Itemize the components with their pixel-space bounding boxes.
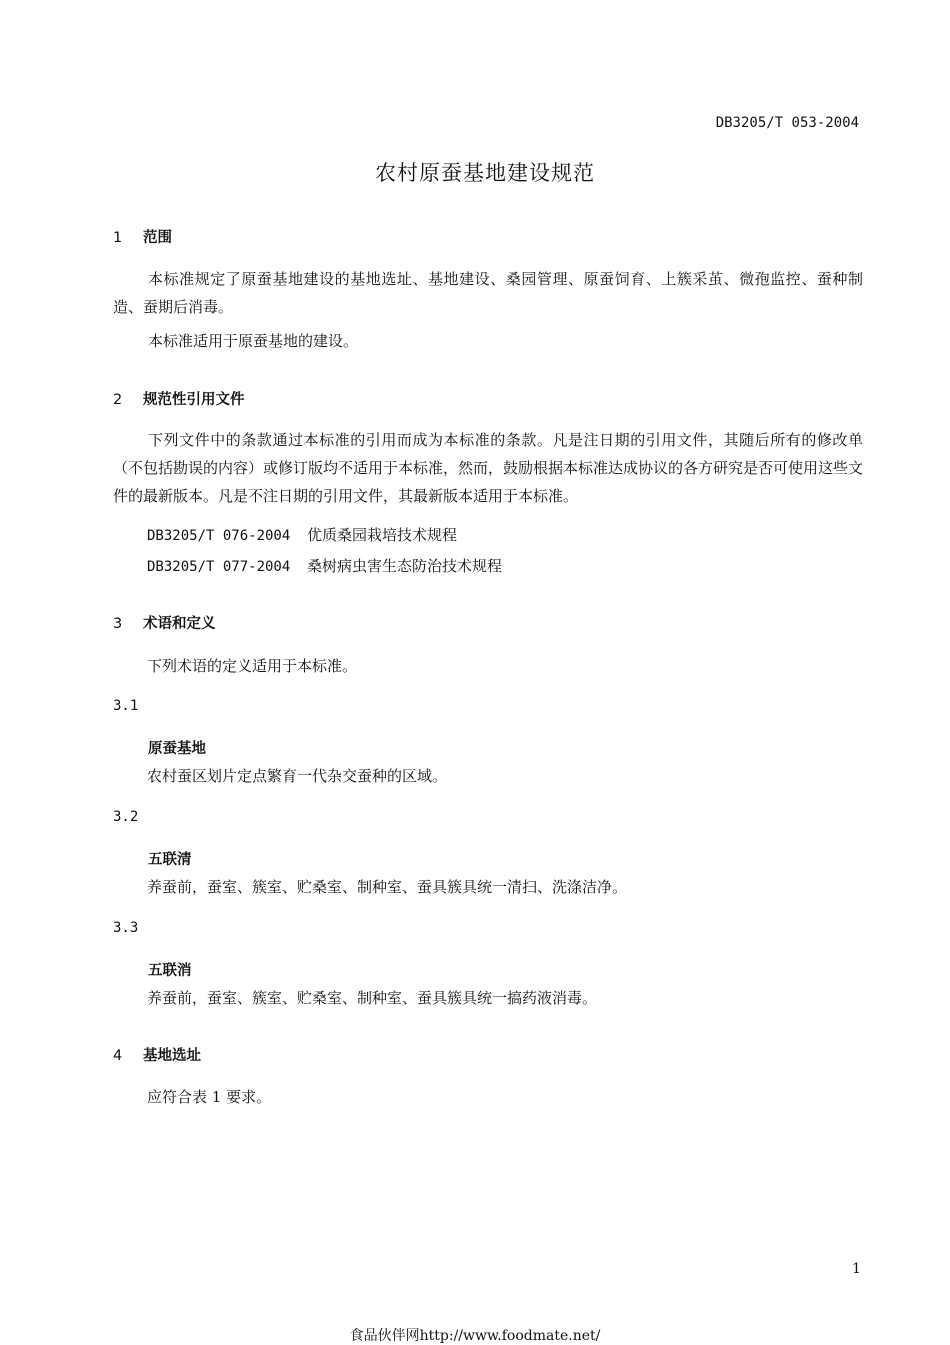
document-code: DB3205/T 053-2004 xyxy=(715,115,859,131)
section-3-heading xyxy=(113,612,216,633)
section-2-heading xyxy=(113,388,245,409)
reference-code: DB3205/T 076-2004 xyxy=(147,528,291,544)
document-title: 农村原蚕基地建设规范 xyxy=(375,161,595,185)
paragraph: 应符合表 1 要求。 xyxy=(147,1088,272,1106)
clause-number: 3.2 xyxy=(113,809,139,825)
term-definition: 农村蚕区划片定点繁育一代杂交蚕种的区域。 xyxy=(147,767,448,785)
reference-title: 桑树病虫害生态防治技术规程 xyxy=(307,557,503,575)
paragraph: 下列术语的定义适用于本标准。 xyxy=(147,657,358,675)
term-name: 五联清 xyxy=(148,852,192,868)
term-name: 原蚕基地 xyxy=(148,741,206,757)
term-name: 五联消 xyxy=(148,963,192,979)
section-number: 3 xyxy=(113,616,123,632)
term-definition: 养蚕前，蚕室、簇室、贮桑室、制种室、蚕具簇具统一搞药液消毒。 xyxy=(147,989,598,1007)
paragraph: 本标准适用于原蚕基地的建设。 xyxy=(148,332,359,350)
clause-number: 3.1 xyxy=(113,698,139,714)
section-1-heading xyxy=(113,226,172,247)
reference-item xyxy=(147,555,502,576)
reference-item xyxy=(147,524,457,545)
section-title: 术语和定义 xyxy=(143,616,216,632)
section-number: 4 xyxy=(113,1048,123,1064)
clause-number: 3.3 xyxy=(113,920,139,936)
reference-title: 优质桑园栽培技术规程 xyxy=(307,526,458,544)
section-title: 规范性引用文件 xyxy=(143,392,245,408)
reference-code: DB3205/T 077-2004 xyxy=(147,559,291,575)
section-title: 基地选址 xyxy=(143,1048,201,1064)
section-number: 1 xyxy=(113,230,123,246)
paragraph: 下列文件中的条款通过本标准的引用而成为本标准的条款。凡是注日期的引用文件，其随后所有的修改单（不包括勘误的内容）或修订版均不适用于本标准，然而，鼓励根据本标准达成协议的各方研究是否可使用这些文件的最新版本。凡是不注日期的引用文件，其最新版本适用于本标准。 xyxy=(113,431,864,505)
section-title: 范围 xyxy=(143,230,172,246)
term-definition: 养蚕前，蚕室、簇室、贮桑室、制种室、蚕具簇具统一清扫、洗涤洁净。 xyxy=(147,878,628,896)
page-number: 1 xyxy=(852,1261,861,1277)
paragraph: 本标准规定了原蚕基地建设的基地选址、基地建设、桑园管理、原蚕饲育、上簇采茧、微孢监控、蚕种制造、蚕期后消毒。 xyxy=(113,270,863,316)
footer-watermark: 食品伙伴网http://www.foodmate.net/ xyxy=(349,1328,601,1344)
section-number: 2 xyxy=(113,392,123,408)
section-4-heading xyxy=(113,1044,201,1065)
